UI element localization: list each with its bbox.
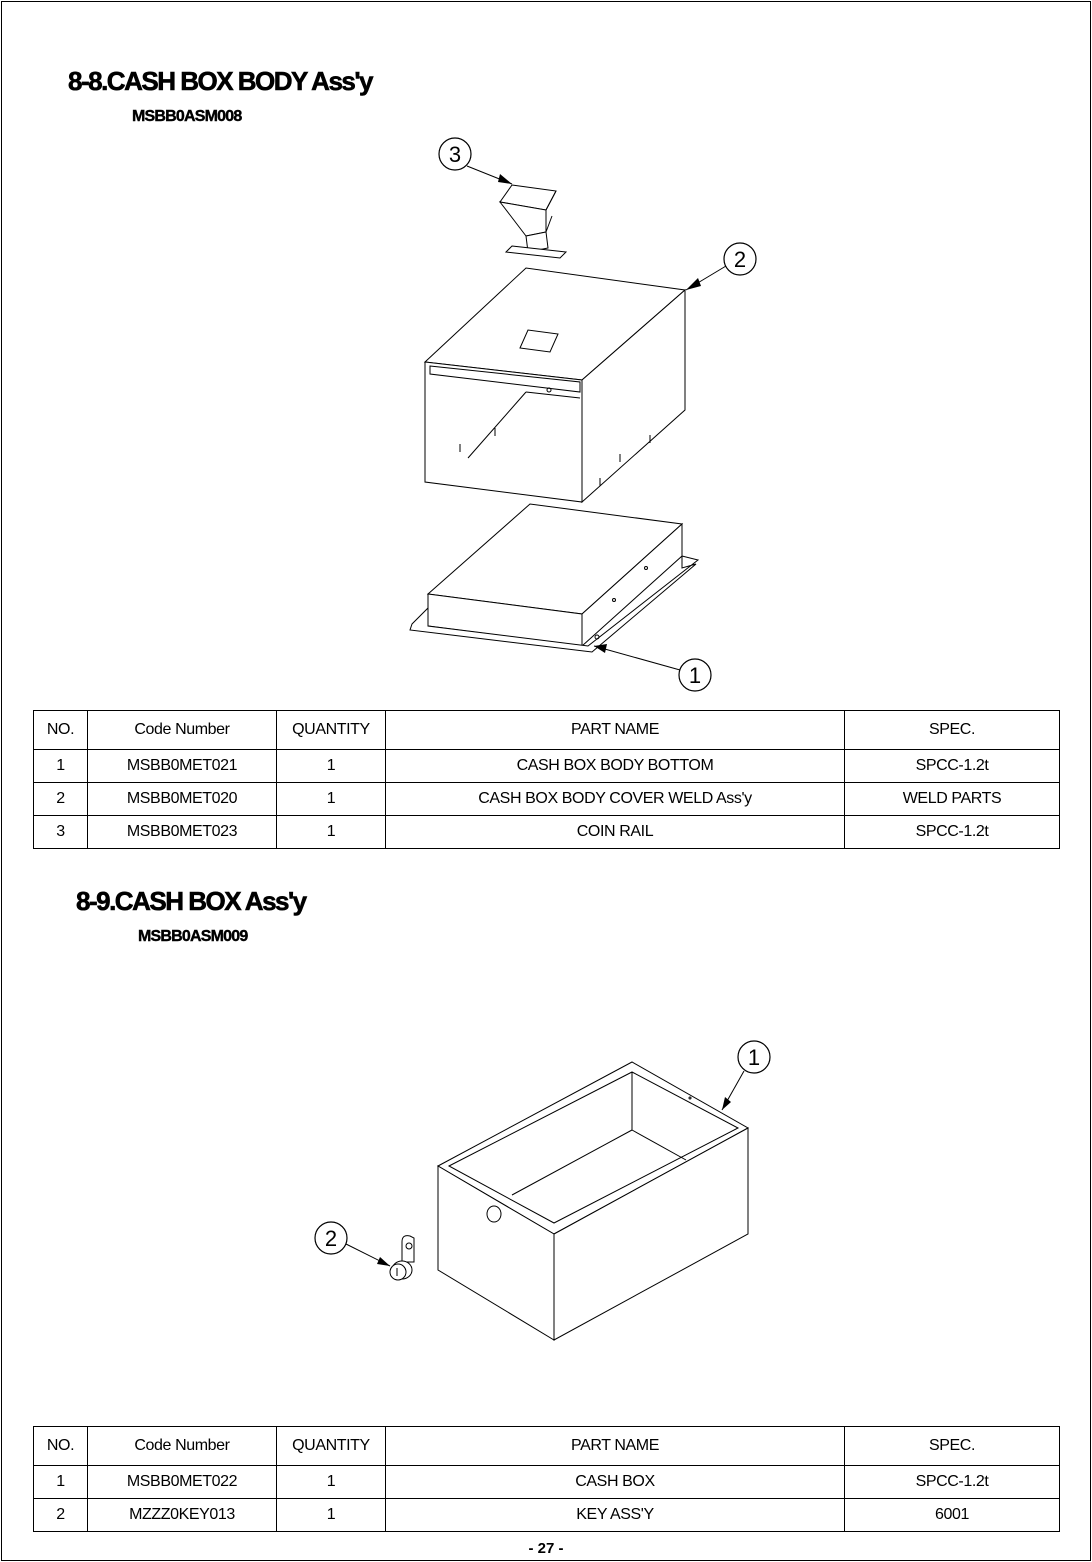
svg-text:2: 2 — [733, 247, 747, 272]
table-row — [34, 750, 1060, 783]
cell-spec: SPCC-1.2t — [845, 750, 1060, 783]
svg-text:3: 3 — [448, 142, 462, 167]
cell-no: 1 — [34, 1466, 88, 1499]
header-no: NO. — [34, 711, 88, 750]
parts-table-8-8 — [33, 710, 1060, 849]
cell-part-name: KEY ASS'Y — [386, 1499, 845, 1532]
cell-quantity: 1 — [277, 1466, 386, 1499]
cell-part-name: COIN RAIL — [386, 816, 845, 849]
svg-text:2: 2 — [324, 1226, 338, 1251]
cell-no: 2 — [34, 783, 88, 816]
callout-1 — [679, 659, 711, 691]
table-row — [34, 1466, 1060, 1499]
cell-part-name: CASH BOX BODY BOTTOM — [386, 750, 845, 783]
coin-rail-part — [500, 185, 566, 258]
table-row — [34, 1499, 1060, 1532]
cell-quantity: 1 — [277, 816, 386, 849]
section-title-8-9: 8-9.CASH BOX Ass'y — [76, 886, 306, 916]
assembly-code-8-8: MSBB0ASM008 — [132, 108, 242, 125]
cash-box-part — [438, 1062, 748, 1340]
table-header-row — [34, 711, 1060, 750]
cell-no: 3 — [34, 816, 88, 849]
key-lock-part — [390, 1236, 414, 1280]
cell-quantity: 1 — [277, 1499, 386, 1532]
cell-part-name: CASH BOX — [386, 1466, 845, 1499]
svg-text:1: 1 — [747, 1045, 761, 1070]
cash-box-drawing — [0, 1030, 1092, 1350]
header-spec: SPEC. — [845, 1427, 1060, 1466]
cell-part-name: CASH BOX BODY COVER WELD Ass'y — [386, 783, 845, 816]
section-title-8-8: 8-8.CASH BOX BODY Ass'y — [68, 66, 373, 96]
table-header-row — [34, 1427, 1060, 1466]
cell-code: MSBB0MET020 — [88, 783, 277, 816]
header-part-name: PART NAME — [386, 1427, 845, 1466]
assembly-code-8-9: MSBB0ASM009 — [138, 928, 248, 945]
cell-spec: 6001 — [845, 1499, 1060, 1532]
header-code: Code Number — [88, 711, 277, 750]
callout-3 — [439, 138, 471, 170]
cell-quantity: 1 — [277, 750, 386, 783]
cell-code: MSBB0MET021 — [88, 750, 277, 783]
header-no: NO. — [34, 1427, 88, 1466]
svg-text:1: 1 — [688, 663, 702, 688]
cell-code: MSBB0MET022 — [88, 1466, 277, 1499]
cell-spec: WELD PARTS — [845, 783, 1060, 816]
cell-no: 2 — [34, 1499, 88, 1532]
cell-spec: SPCC-1.2t — [845, 816, 1060, 849]
cell-quantity: 1 — [277, 783, 386, 816]
table-row — [34, 816, 1060, 849]
page-number: - 27 - — [528, 1540, 564, 1557]
header-quantity: QUANTITY — [277, 1427, 386, 1466]
cell-code: MZZZ0KEY013 — [88, 1499, 277, 1532]
cash-box-body-drawing — [0, 0, 1092, 700]
header-part-name: PART NAME — [386, 711, 845, 750]
callout-2 — [315, 1222, 347, 1254]
callout-1 — [738, 1041, 770, 1073]
body-cover-part — [425, 268, 685, 502]
body-bottom-part — [410, 504, 698, 652]
header-quantity: QUANTITY — [277, 711, 386, 750]
cell-spec: SPCC-1.2t — [845, 1466, 1060, 1499]
header-spec: SPEC. — [845, 711, 1060, 750]
cell-code: MSBB0MET023 — [88, 816, 277, 849]
cell-no: 1 — [34, 750, 88, 783]
callout-2 — [724, 243, 756, 275]
parts-table-8-9 — [33, 1426, 1060, 1532]
header-code: Code Number — [88, 1427, 277, 1466]
table-row — [34, 783, 1060, 816]
